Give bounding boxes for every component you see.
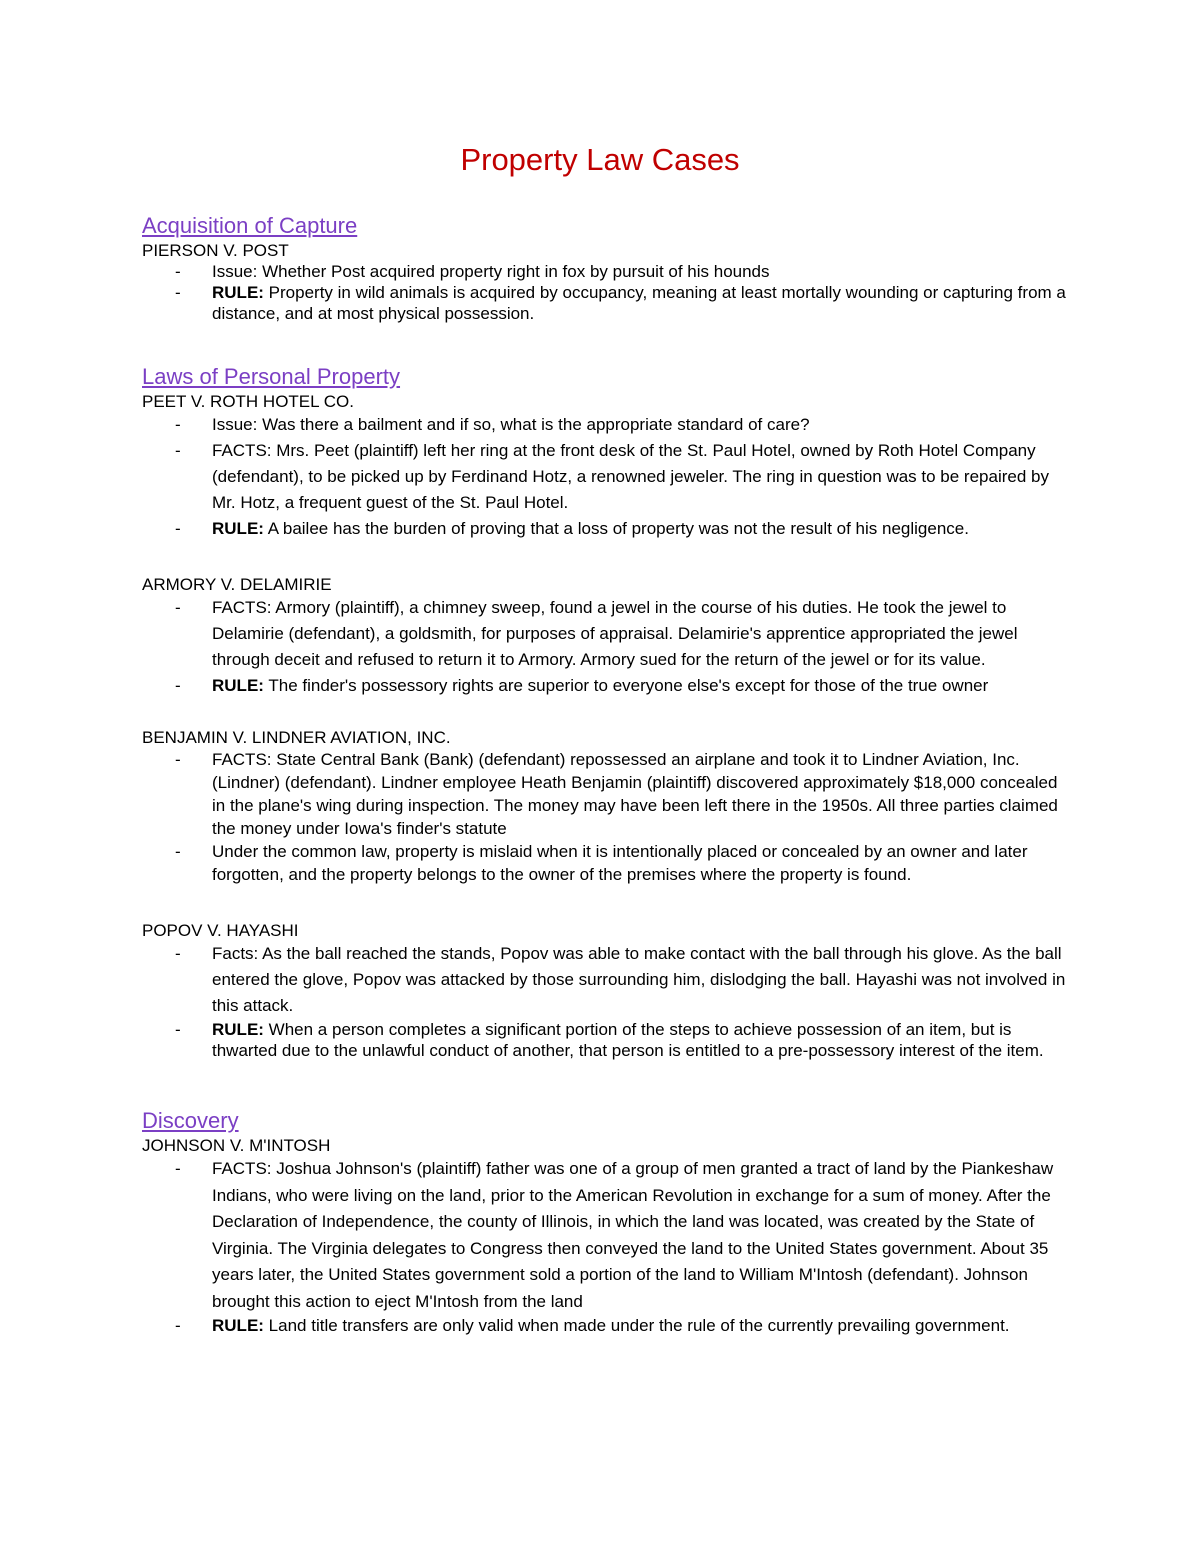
case-name-pierson: PIERSON V. POST [142, 241, 289, 260]
rule-text: Under the common law, property is mislaid when it is intentionally placed or concealed by an owner and later forgotten, and the property belongs to the owner of the premises where the property is found. [212, 842, 1028, 884]
issue-text: Issue: Whether Post acquired property right in fox by pursuit of his hounds [212, 262, 770, 281]
case-points-peet [142, 412, 1072, 542]
issue-text: Issue: Was there a bailment and if so, what is the appropriate standard of care? [212, 415, 810, 434]
rule-text: The finder's possessory rights are superior to everyone else's except for those of the true owner [263, 676, 989, 695]
section-acquisition [142, 212, 1072, 324]
case-popov [142, 920, 1072, 1061]
list-item [142, 941, 1072, 1019]
list-item [142, 840, 1072, 886]
case-points-benjamin [142, 748, 1072, 886]
section-heading-discovery: Discovery [142, 1108, 239, 1133]
case-points-armory [142, 595, 1072, 699]
facts-text: FACTS: Joshua Johnson's (plaintiff) father was one of a group of men granted a tract of land by the Piankeshaw Indians, who were living on the land, prior to the American Revolution in exchange for a sum of money. After the Declaration of Independence, the county of Illinois, in which the land was located, was created by the State of Virginia. The Virginia delegates to Congress then conveyed the land to the United States government. About 35 years later, the United States government sold a portion of the land to William M'Intosh (defendant). Johnson brought this action to eject M'Intosh from the land [212, 1159, 1054, 1311]
list-item [142, 595, 1072, 673]
list-item [142, 516, 1072, 542]
section-personal-property [142, 363, 1072, 542]
rule-label: RULE: [212, 1316, 264, 1335]
case-points-pierson [142, 261, 1072, 324]
rule-text: Land title transfers are only valid when made under the rule of the currently prevailing government. [263, 1316, 1010, 1335]
rule-text: When a person completes a significant portion of the steps to achieve possession of an item, but is thwarted due to the unlawful conduct of another, that person is entitled to a pre-possessory interest of the item. [212, 1020, 1044, 1060]
facts-text: Facts: As the ball reached the stands, Popov was able to make contact with the ball through his glove. As the ball entered the glove, Popov was attacked by those surrounding him, dislodging the ball. Hayashi was not involved in this attack. [212, 944, 1066, 1015]
rule-label: RULE: [212, 519, 264, 538]
rule-text: Property in wild animals is acquired by occupancy, meaning at least mortally wounding or capturing from a distance, and at most physical possession. [212, 283, 1066, 323]
facts-text: FACTS: State Central Bank (Bank) (defendant) repossessed an airplane and took it to Lindner Aviation, Inc. (Lindner) (defendant). Lindner employee Heath Benjamin (plaintiff) discovered approximately $18,000 concealed in the plane's wing during inspection. The money may have been left there in the 1950s. All three parties claimed the money under Iowa's finder's statute [212, 750, 1058, 838]
list-item [142, 1156, 1072, 1315]
list-item [142, 1019, 1072, 1061]
list-item [142, 412, 1072, 438]
rule-label: RULE: [212, 1020, 264, 1039]
list-item [142, 673, 1072, 699]
section-heading-acquisition: Acquisition of Capture [142, 213, 358, 238]
case-name-popov: POPOV V. HAYASHI [142, 921, 299, 940]
case-name-armory: ARMORY V. DELAMIRIE [142, 575, 332, 594]
facts-text: FACTS: Armory (plaintiff), a chimney sweep, found a jewel in the course of his duties. He took the jewel to Delamirie (defendant), a goldsmith, for purposes of appraisal. Delamirie's apprentice appropriated the jewel through deceit and refused to return it to Armory. Armory sued for the return of the jewel or for its value. [212, 598, 1018, 669]
list-item [142, 1315, 1072, 1336]
case-name-benjamin: BENJAMIN V. LINDNER AVIATION, INC. [142, 728, 451, 747]
list-item [142, 748, 1072, 840]
case-name-peet: PEET V. ROTH HOTEL CO. [142, 392, 354, 411]
page-title: Property Law Cases [460, 142, 740, 177]
case-points-johnson [142, 1156, 1072, 1336]
case-points-popov [142, 941, 1072, 1061]
section-heading-personal-property: Laws of Personal Property [142, 364, 401, 389]
case-benjamin [142, 727, 1072, 886]
case-name-johnson: JOHNSON V. M'INTOSH [142, 1136, 331, 1155]
section-discovery [142, 1107, 1072, 1336]
rule-label: RULE: [212, 283, 264, 302]
rule-text: A bailee has the burden of proving that a loss of property was not the result of his negligence. [263, 519, 969, 538]
rule-label: RULE: [212, 676, 264, 695]
list-item [142, 261, 1072, 282]
list-item [142, 282, 1072, 324]
list-item [142, 438, 1072, 516]
facts-text: FACTS: Mrs. Peet (plaintiff) left her ring at the front desk of the St. Paul Hotel, owned by Roth Hotel Company (defendant), to be picked up by Ferdinand Hotz, a renowned jeweler. The ring in question was to be repaired by Mr. Hotz, a frequent guest of the St. Paul Hotel. [212, 441, 1049, 512]
case-armory [142, 574, 1072, 699]
